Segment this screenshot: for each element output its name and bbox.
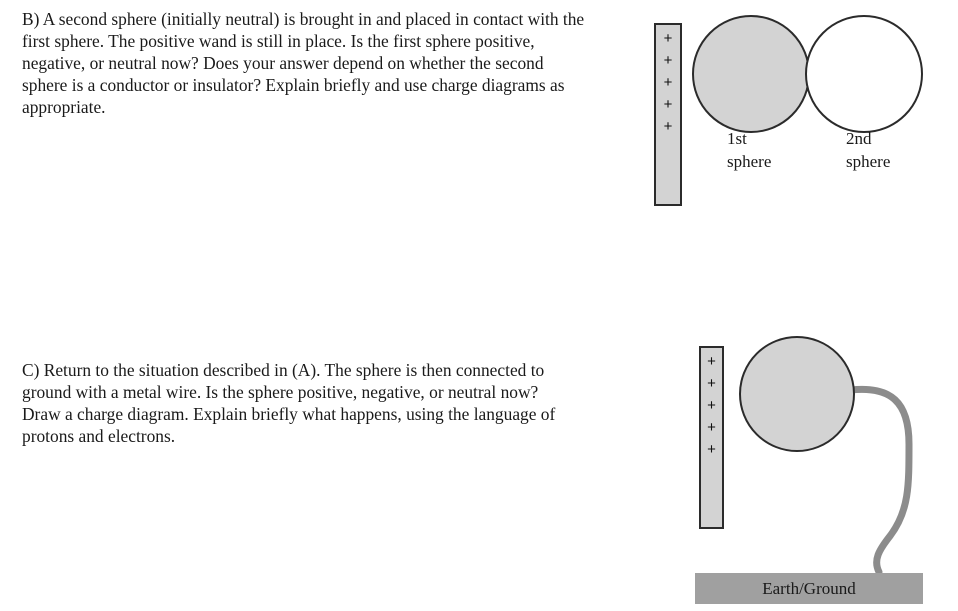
question-c-line: C) Return to the situation described in (A). The sphere is then connected to (22, 360, 545, 380)
positive-charge-icon: + (663, 96, 673, 113)
question-b-line: first sphere. The positive wand is still in place. Is the first sphere positive, (22, 31, 535, 51)
positive-wand (699, 346, 724, 529)
wand-charge-list (701, 351, 722, 461)
figure-b-two-spheres (650, 10, 940, 215)
first-sphere-label-line: sphere (727, 152, 772, 171)
grounded-sphere (739, 336, 855, 452)
positive-charge-icon: + (707, 419, 716, 436)
question-c-line: ground with a metal wire. Is the sphere positive, negative, or neutral now? (22, 382, 539, 402)
question-b-line: sphere is a conductor or insulator? Explain briefly and use charge diagrams as (22, 75, 565, 95)
question-b-line: appropriate. (22, 97, 106, 117)
first-sphere-label-line: 1st (727, 129, 747, 148)
question-c-line: Draw a charge diagram. Explain briefly what happens, using the language of (22, 404, 556, 424)
question-b-line: negative, or neutral now? Does your answer depend on whether the second (22, 53, 544, 73)
first-sphere-label (727, 127, 771, 173)
second-sphere-label-line: 2nd (846, 129, 872, 148)
positive-charge-icon: + (663, 118, 673, 135)
question-c-line: protons and electrons. (22, 426, 176, 446)
positive-charge-icon: + (663, 74, 673, 91)
positive-charge-icon: + (663, 30, 673, 47)
second-sphere-label-line: sphere (846, 152, 891, 171)
positive-charge-icon: + (707, 375, 716, 392)
figure-c-grounded-sphere (695, 336, 935, 606)
question-c-text (22, 359, 602, 447)
question-b-line: B) A second sphere (initially neutral) is brought in and placed in contact with the (22, 9, 585, 29)
question-b-text (22, 8, 622, 118)
earth-ground-block (695, 573, 923, 604)
ground-wire (851, 389, 909, 572)
wand-charge-list (656, 28, 680, 138)
positive-charge-icon: + (663, 52, 673, 69)
positive-wand (654, 23, 682, 206)
second-sphere (805, 15, 923, 133)
first-sphere (692, 15, 810, 133)
positive-charge-icon: + (707, 397, 716, 414)
second-sphere-label (846, 127, 890, 173)
positive-charge-icon: + (707, 441, 716, 458)
ground-label: Earth/Ground (762, 578, 856, 598)
positive-charge-icon: + (707, 353, 716, 370)
